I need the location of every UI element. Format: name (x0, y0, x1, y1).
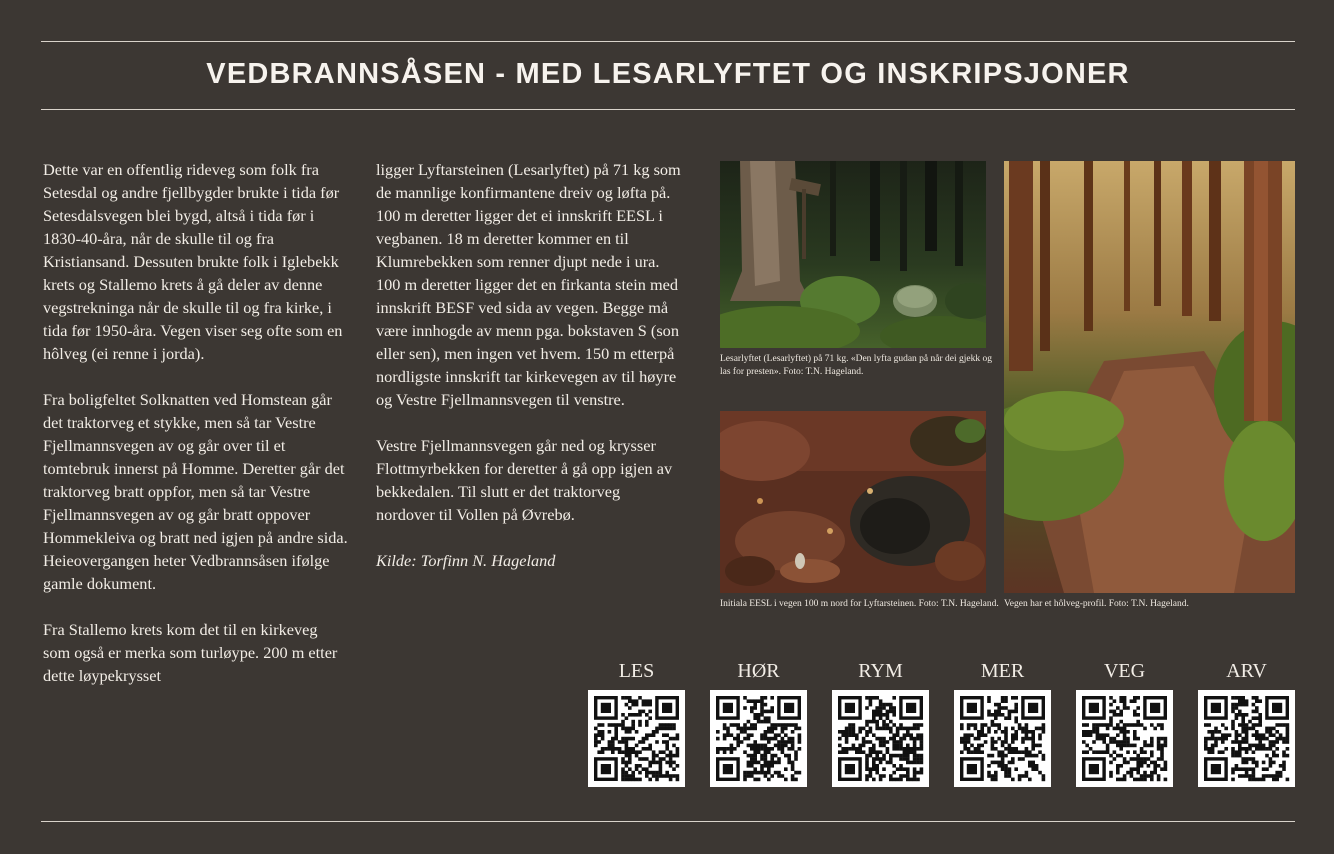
qr-pattern (588, 690, 685, 787)
qr-code-rym[interactable] (832, 690, 929, 787)
photo-holveg (1004, 161, 1295, 593)
page-title: VEDBRANNSÅSEN - MED LESARLYFTET OG INSKRIPSJONER (206, 58, 1130, 90)
qr-pattern (1076, 690, 1173, 787)
photo-eesl-inscription (720, 411, 986, 593)
photo-lesarlyftet (720, 161, 986, 348)
text-column-2 (376, 158, 681, 595)
qr-label-les: LES (618, 660, 655, 682)
photo-caption: Lesarlyftet (Lesarlyftet) på 71 kg. «Den lyfta gudan på når dei gjekk og las for presten». Foto: T.N. Hageland. (720, 354, 992, 377)
paragraph: Vestre Fjellmannsvegen går ned og krysser Flottmyrbekken for deretter å gå opp igjen av bekkedalen. Til slutt er det traktorveg nordover til Vollen på Øvrebø. (376, 436, 673, 524)
top-rule (41, 41, 1295, 42)
qr-code-les[interactable] (588, 690, 685, 787)
paragraph: Dette var en offentlig rideveg som folk fra Setesdal og andre fjellbygder brukte i tida før Setesdalsvegen blei bygd, altså i tida før i 1830-40-åra, når de skulle til og fra Kristiansand. Dessuten brukte folk i Iglebekk krets og Stallemo krets å gå deler av denne vegstrekninga når de skulle til og fra kirke, i tida før 1950-åra. Vegen viser seg ofte som en hôlveg (ei renne i jorda). (43, 160, 343, 363)
text-column-1 (43, 158, 348, 710)
qr-label-hor: HØR (737, 660, 780, 682)
qr-pattern (1198, 690, 1295, 787)
qr-label-arv: ARV (1226, 660, 1267, 682)
bottom-rule (41, 821, 1295, 822)
title-rule (41, 109, 1295, 110)
source-credit: Kilde: Torfinn N. Hageland (376, 551, 556, 570)
paragraph: ligger Lyftarsteinen (Lesarlyftet) på 71 kg som de mannlige konfirmantene dreiv og løfta på. 100 m deretter ligger det ei innskrift EESL i vegbanen. 18 m deretter kommer en til Klumrebekken som renner djupt nede i ura. 100 m deretter ligger det en firkanta stein med innskrift BESF ved sida av vegen. Begge må være innhogde av menn pga. bokstaven S (son eller sen), men ingen vet hvem. 150 m etterpå nordligste innskrift tar kirkevegen av til høyre og Vestre Fjellmannsvegen til venstre. (376, 160, 681, 409)
qr-pattern (710, 690, 807, 787)
photo-caption: Vegen har et hôlveg-profil. Foto: T.N. Hageland. (1004, 599, 1189, 609)
qr-label-mer: MER (980, 660, 1025, 682)
qr-code-veg[interactable] (1076, 690, 1173, 787)
qr-pattern (954, 690, 1051, 787)
qr-label-veg: VEG (1103, 660, 1146, 682)
qr-code-mer[interactable] (954, 690, 1051, 787)
photo-caption: Initiala EESL i vegen 100 m nord for Lyftarsteinen. Foto: T.N. Hageland. (720, 599, 999, 609)
qr-pattern (832, 690, 929, 787)
qr-code-arv[interactable] (1198, 690, 1295, 787)
paragraph: Fra boligfeltet Solknatten ved Homstean går det traktorveg et stykke, men så tar Vestre Fjellmannsvegen av og går over til et tomtebruk innerst på Homme. Deretter går det traktorveg bratt oppfor, men så tar Vestre Fjellmannsvegen av og går bratt oppover Hommekleiva og bratt ned igjen på andre sida. Heieovergangen heter Vedbrannsåsen ifølge gamle dokument. (43, 390, 348, 593)
qr-code-hor[interactable] (710, 690, 807, 787)
paragraph: Fra Stallemo krets kom det til en kirkeveg som også er merka som turløype. 200 m etter dette løypekrysset (43, 620, 338, 685)
qr-label-rym: RYM (858, 660, 903, 682)
